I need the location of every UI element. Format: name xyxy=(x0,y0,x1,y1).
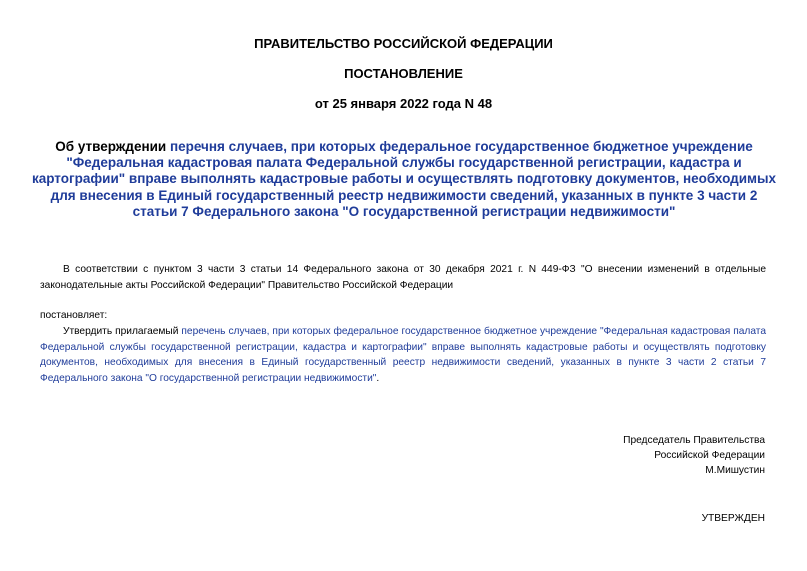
approve-prefix: Утвердить прилагаемый xyxy=(63,326,182,337)
signature-position-line2: Российской Федерации xyxy=(654,450,765,461)
date-number-line: от 25 января 2022 года N 48 xyxy=(314,96,493,111)
preamble-paragraph: В соответствии с пунктом 3 части 3 статьи 14 Федерального закона от 30 декабря 2021 г. N 449-ФЗ "О внесении изменений в отдельные законодательные акты Российской Федерации" Правительство Российской Федерации xyxy=(40,264,766,291)
signature-position-line1: Председатель Правительства xyxy=(623,435,765,446)
approve-link[interactable]: перечень случаев, при которых федеральное государственное бюджетное учреждение "Федеральная кадастровая палата Федеральной службы государственной регистрации, кадастра и картографии" вправе выполнять кадастровые работы и осуществлять подготовку документов, необходимых для внесения в Единый государственный реестр недвижимости сведений, указанных в пункте 3 части 2 статьи 7 Федерального закона "О государственной регистрации недвижимости" xyxy=(40,326,766,384)
approve-paragraph xyxy=(40,324,766,386)
document-title xyxy=(30,139,778,220)
signature-name: М.Мишустин xyxy=(705,465,765,476)
title-prefix: Об утверждении xyxy=(55,139,170,154)
title-link[interactable]: перечня случаев, при которых федеральное государственное бюджетное учреждение "Федеральная кадастровая палата Федеральной службы государственной регистрации, кадастра и картографии" вправе выполнять кадастровые работы и осуществлять подготовку документов, необходимых для внесения в Единый государственный реестр недвижимости сведений, указанных в пункте 3 части 2 статьи 7 Федерального закона "О государственной регистрации недвижимости" xyxy=(31,139,777,219)
document-type-heading: ПОСТАНОВЛЕНИЕ xyxy=(344,66,463,81)
government-heading: ПРАВИТЕЛЬСТВО РОССИЙСКОЙ ФЕДЕРАЦИИ xyxy=(254,36,553,51)
approved-stamp: УТВЕРЖДЕН xyxy=(701,513,765,524)
resolves-line: постановляет: xyxy=(40,310,108,321)
approve-suffix: . xyxy=(376,372,380,384)
